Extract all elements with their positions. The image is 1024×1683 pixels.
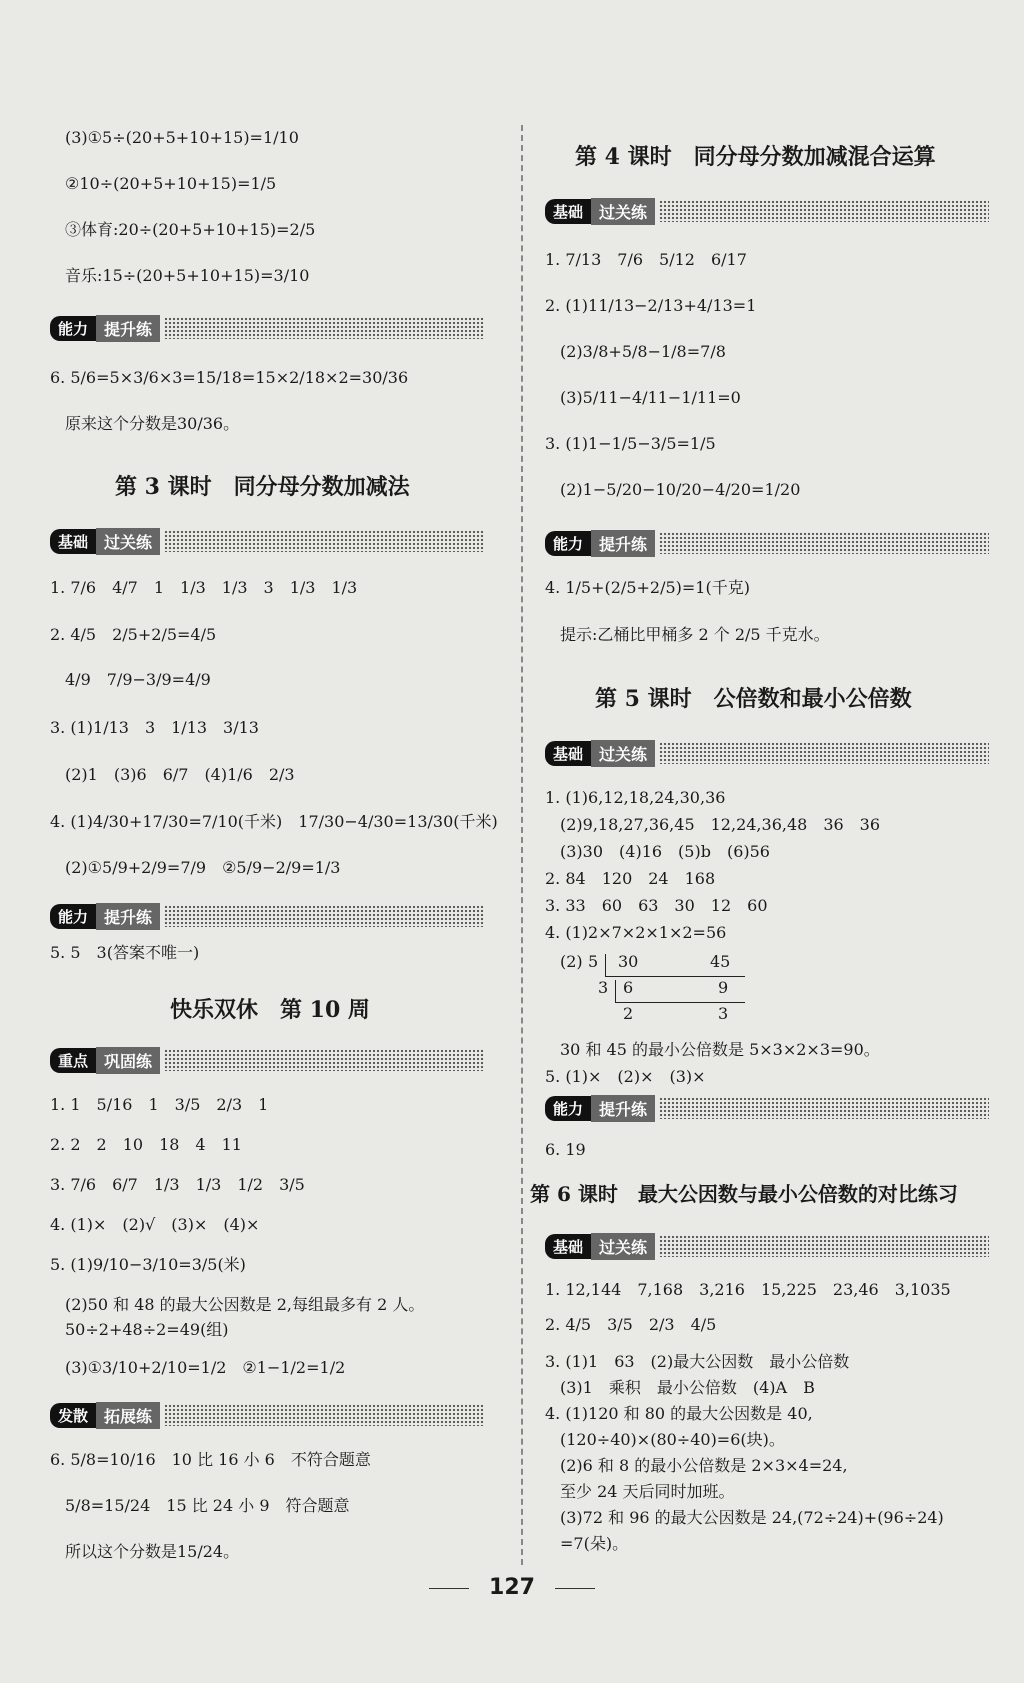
section-bar <box>50 528 484 554</box>
answer-line: 4. (1)120 和 80 的最大公因数是 40, <box>545 1404 813 1423</box>
dot-fill <box>659 200 989 222</box>
answer-line: 6. 5/8=10/16 10 比 16 小 6 不符合题意 <box>50 1450 371 1469</box>
answer-line: 4. 1/5+(2/5+2/5)=1(千克) <box>545 578 750 597</box>
answer-line: (3)5/11−4/11−1/11=0 <box>560 388 741 407</box>
answer-line: (3)30 (4)16 (5)b (6)56 <box>560 842 770 861</box>
lesson-title: 快乐双休 第 10 周 <box>170 997 370 1023</box>
answer-line: 50÷2+48÷2=49(组) <box>65 1320 229 1339</box>
answer-line: ③体育:20÷(20+5+10+15)=2/5 <box>65 220 316 239</box>
section-bar <box>50 315 484 341</box>
answer-line: 1. 12,144 7,168 3,216 15,225 23,46 3,1035 <box>545 1280 951 1299</box>
answer-line: 2. 4/5 3/5 2/3 4/5 <box>545 1315 717 1334</box>
answer-line: (3)①3/10+2/10=1/2 ②1−1/2=1/2 <box>65 1358 346 1377</box>
answer-line: (2)9,18,27,36,45 12,24,36,48 36 36 <box>560 815 881 834</box>
answer-line: 至少 24 天后同时加班。 <box>560 1482 735 1501</box>
lesson-title: 第 3 课时 同分母分数加减法 <box>115 474 410 500</box>
answer-line: 音乐:15÷(20+5+10+15)=3/10 <box>65 266 310 285</box>
column-divider <box>521 125 523 1565</box>
dividend: 30 <box>618 952 639 971</box>
answer-line: 1. 7/6 4/7 1 1/3 1/3 3 1/3 1/3 <box>50 578 358 597</box>
bar-label-a: 基础 <box>50 529 96 554</box>
section-bar <box>545 1233 989 1259</box>
answer-line: 5. (1)9/10−3/10=3/5(米) <box>50 1255 246 1274</box>
section-bar <box>50 1047 484 1073</box>
bar-label-a: 能力 <box>50 904 96 929</box>
answer-line: (2)1−5/20−10/20−4/20=1/20 <box>560 480 801 499</box>
bar-label-a: 基础 <box>545 1234 591 1259</box>
answer-line: 6. 5/6=5×3/6×3=15/18=15×2/18×2=30/36 <box>50 368 409 387</box>
answer-line: 2. 2 2 10 18 4 11 <box>50 1135 242 1154</box>
bar-label-a: 基础 <box>545 741 591 766</box>
answer-line: (120÷40)×(80÷40)=6(块)。 <box>560 1430 785 1449</box>
answer-line: 4/9 7/9−3/9=4/9 <box>65 670 211 689</box>
lesson-title: 第 6 课时 最大公因数与最小公倍数的对比练习 <box>530 1182 958 1206</box>
answer-line: (2)50 和 48 的最大公因数是 2,每组最多有 2 人。 <box>65 1295 425 1314</box>
section-bar <box>545 740 989 766</box>
answer-line: 提示:乙桶比甲桶多 2 个 2/5 千克水。 <box>560 625 830 644</box>
answer-line: (3)①5÷(20+5+10+15)=1/10 <box>65 128 299 147</box>
answer-line: 5/8=15/24 15 比 24 小 9 符合题意 <box>65 1496 350 1515</box>
bar-label-b: 过关练 <box>591 1233 655 1260</box>
divisor: 3 <box>598 978 609 997</box>
remainder: 3 <box>718 1004 729 1023</box>
bar-label-b: 提升练 <box>96 903 160 930</box>
answer-line: 4. (1)4/30+17/30=7/10(千米) 17/30−4/30=13/30(千米) <box>50 812 498 831</box>
answer-line: (2)3/8+5/8−1/8=7/8 <box>560 342 726 361</box>
bar-label-a: 能力 <box>50 316 96 341</box>
lesson-title: 第 5 课时 公倍数和最小公倍数 <box>595 686 912 712</box>
answer-line: 4. (1)2×7×2×1×2=56 <box>545 923 727 942</box>
bar-label-b: 提升练 <box>591 1095 655 1122</box>
division-line <box>605 976 745 977</box>
answer-line: 2. 84 120 24 168 <box>545 869 716 888</box>
section-bar <box>50 903 484 929</box>
division-bracket <box>605 954 606 976</box>
answer-line: 3. (1)1−1/5−3/5=1/5 <box>545 434 716 453</box>
bar-label-a: 基础 <box>545 199 591 224</box>
bar-label-b: 过关练 <box>96 528 160 555</box>
answer-line: 所以这个分数是15/24。 <box>65 1542 240 1561</box>
remainder: 2 <box>623 1004 634 1023</box>
bar-label-b: 巩固练 <box>96 1047 160 1074</box>
answer-line: 2. (1)11/13−2/13+4/13=1 <box>545 296 757 315</box>
dot-fill <box>164 1404 484 1426</box>
answer-line: (2)6 和 8 的最小公倍数是 2×3×4=24, <box>560 1456 848 1475</box>
quotient: 9 <box>718 978 729 997</box>
answer-line: 原来这个分数是30/36。 <box>65 414 240 433</box>
page-number-text: 127 <box>489 1575 535 1600</box>
answer-line: 3. 33 60 63 30 12 60 <box>545 896 768 915</box>
page-number <box>0 1575 1024 1600</box>
answer-line: 4. (1)× (2)√ (3)× (4)× <box>50 1215 260 1234</box>
dot-fill <box>659 1235 989 1257</box>
divisor: 5 <box>588 952 599 971</box>
answer-line: 1. 7/13 7/6 5/12 6/17 <box>545 250 747 269</box>
bar-label-b: 拓展练 <box>96 1402 160 1429</box>
answer-line: =7(朵)。 <box>560 1534 629 1553</box>
answer-line: (2)①5/9+2/9=7/9 ②5/9−2/9=1/3 <box>65 858 341 877</box>
section-bar <box>545 530 989 556</box>
answer-line: 6. 19 <box>545 1140 586 1159</box>
bar-label-b: 过关练 <box>591 198 655 225</box>
dot-fill <box>164 530 484 552</box>
answer-line: (2)1 (3)6 6/7 (4)1/6 2/3 <box>65 765 295 784</box>
dot-fill <box>164 317 484 339</box>
page-number-rule <box>555 1588 595 1589</box>
dot-fill <box>164 1049 484 1071</box>
answer-line: 5. (1)× (2)× (3)× <box>545 1067 706 1086</box>
bar-label-b: 过关练 <box>591 740 655 767</box>
answer-line: 3. 7/6 6/7 1/3 1/3 1/2 3/5 <box>50 1175 305 1194</box>
dot-fill <box>659 742 989 764</box>
bar-label-a: 重点 <box>50 1048 96 1073</box>
answer-line: 3. (1)1/13 3 1/13 3/13 <box>50 718 259 737</box>
lesson-title: 第 4 课时 同分母分数加减混合运算 <box>575 144 936 170</box>
division-label: (2) <box>560 952 583 971</box>
bar-label-b: 提升练 <box>96 315 160 342</box>
quotient: 6 <box>623 978 634 997</box>
bar-label-a: 发散 <box>50 1403 96 1428</box>
page-number-rule <box>429 1588 469 1589</box>
short-division <box>560 952 760 1032</box>
division-line <box>615 1002 745 1003</box>
bar-label-b: 提升练 <box>591 530 655 557</box>
section-bar <box>545 1095 989 1121</box>
answer-line: ②10÷(20+5+10+15)=1/5 <box>65 174 277 193</box>
answer-line: 1. 1 5/16 1 3/5 2/3 1 <box>50 1095 269 1114</box>
answer-line: 2. 4/5 2/5+2/5=4/5 <box>50 625 217 644</box>
bar-label-a: 能力 <box>545 531 591 556</box>
dot-fill <box>659 1097 989 1119</box>
answer-line: (3)72 和 96 的最大公因数是 24,(72÷24)+(96÷24) <box>560 1508 944 1527</box>
section-bar <box>545 198 989 224</box>
answer-line: 5. 5 3(答案不唯一) <box>50 943 200 962</box>
dot-fill <box>164 905 484 927</box>
dot-fill <box>659 532 989 554</box>
answer-line: 3. (1)1 63 (2)最大公因数 最小公倍数 <box>545 1352 850 1371</box>
section-bar <box>50 1402 484 1428</box>
answer-line: (3)1 乘积 最小公倍数 (4)A B <box>560 1378 815 1397</box>
answer-line: 1. (1)6,12,18,24,30,36 <box>545 788 726 807</box>
answer-line: 30 和 45 的最小公倍数是 5×3×2×3=90。 <box>560 1040 880 1059</box>
bar-label-a: 能力 <box>545 1096 591 1121</box>
division-bracket <box>615 980 616 1002</box>
dividend: 45 <box>710 952 731 971</box>
